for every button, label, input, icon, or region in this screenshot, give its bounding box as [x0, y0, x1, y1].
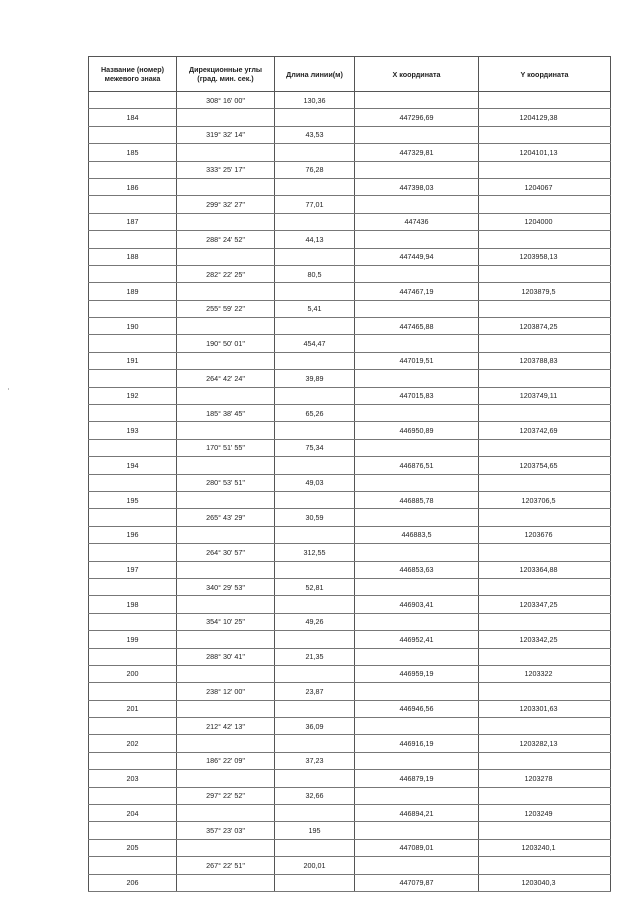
- cell-length: 49,03: [275, 474, 355, 491]
- cell-x: [355, 370, 479, 387]
- table-row: [89, 665, 611, 682]
- cell-name: 197: [89, 561, 177, 578]
- cell-name: 203: [89, 770, 177, 787]
- cell-name: [89, 787, 177, 804]
- header-y: Y координата: [479, 57, 611, 92]
- cell-y: 1203676: [479, 526, 611, 543]
- cell-length: 454,47: [275, 335, 355, 352]
- cell-angle: 297° 22' 52": [177, 787, 275, 804]
- cell-length: [275, 213, 355, 230]
- cell-length: 312,55: [275, 544, 355, 561]
- cell-y: [479, 231, 611, 248]
- table-row: [89, 370, 611, 387]
- cell-angle: [177, 387, 275, 404]
- table-row: [89, 92, 611, 109]
- cell-x: 447079,87: [355, 874, 479, 891]
- cell-x: 446903,41: [355, 596, 479, 613]
- cell-length: [275, 352, 355, 369]
- cell-y: [479, 613, 611, 630]
- table-row: [89, 405, 611, 422]
- cell-name: [89, 196, 177, 213]
- cell-x: [355, 161, 479, 178]
- cell-x: 446916,19: [355, 735, 479, 752]
- cell-length: [275, 109, 355, 126]
- table-body: [89, 92, 611, 892]
- cell-angle: 255° 59' 22": [177, 300, 275, 317]
- cell-length: 77,01: [275, 196, 355, 213]
- cell-y: [479, 787, 611, 804]
- cell-angle: [177, 178, 275, 195]
- cell-x: 446894,21: [355, 805, 479, 822]
- cell-name: [89, 335, 177, 352]
- cell-y: [479, 822, 611, 839]
- cell-name: 196: [89, 526, 177, 543]
- cell-x: 447019,51: [355, 352, 479, 369]
- cell-x: [355, 405, 479, 422]
- cell-y: [479, 752, 611, 769]
- cell-y: [479, 370, 611, 387]
- cell-angle: [177, 735, 275, 752]
- cell-name: [89, 265, 177, 282]
- cell-x: 446950,89: [355, 422, 479, 439]
- cell-x: [355, 231, 479, 248]
- cell-y: 1204000: [479, 213, 611, 230]
- cell-y: [479, 544, 611, 561]
- table-row: [89, 839, 611, 856]
- cell-x: [355, 265, 479, 282]
- cell-name: [89, 405, 177, 422]
- cell-x: [355, 683, 479, 700]
- cell-length: [275, 561, 355, 578]
- cell-name: 184: [89, 109, 177, 126]
- cell-y: [479, 578, 611, 595]
- cell-y: [479, 718, 611, 735]
- cell-angle: 190° 50' 01": [177, 335, 275, 352]
- cell-length: [275, 422, 355, 439]
- cell-length: 30,59: [275, 509, 355, 526]
- cell-length: 5,41: [275, 300, 355, 317]
- cell-x: 446876,51: [355, 457, 479, 474]
- table-row: [89, 144, 611, 161]
- cell-name: 204: [89, 805, 177, 822]
- cell-x: [355, 544, 479, 561]
- cell-x: 446946,56: [355, 700, 479, 717]
- table-row: [89, 196, 611, 213]
- table-row: [89, 283, 611, 300]
- cell-length: 43,53: [275, 126, 355, 143]
- cell-length: [275, 387, 355, 404]
- cell-x: [355, 787, 479, 804]
- cell-length: [275, 283, 355, 300]
- cell-length: [275, 665, 355, 682]
- cell-angle: [177, 805, 275, 822]
- cell-angle: [177, 213, 275, 230]
- cell-angle: 212° 42' 13": [177, 718, 275, 735]
- cell-y: [479, 857, 611, 874]
- cell-name: 193: [89, 422, 177, 439]
- cell-angle: [177, 665, 275, 682]
- cell-name: [89, 92, 177, 109]
- cell-length: [275, 457, 355, 474]
- cell-y: 1203754,65: [479, 457, 611, 474]
- cell-x: 447329,81: [355, 144, 479, 161]
- cell-name: [89, 857, 177, 874]
- cell-length: 36,09: [275, 718, 355, 735]
- cell-length: 65,26: [275, 405, 355, 422]
- table-row: [89, 770, 611, 787]
- cell-angle: 238° 12' 00": [177, 683, 275, 700]
- cell-x: 447449,94: [355, 248, 479, 265]
- cell-name: 190: [89, 318, 177, 335]
- cell-name: 191: [89, 352, 177, 369]
- cell-name: 188: [89, 248, 177, 265]
- cell-y: [479, 300, 611, 317]
- cell-length: 52,81: [275, 578, 355, 595]
- cell-y: [479, 92, 611, 109]
- cell-x: [355, 474, 479, 491]
- cell-angle: 354° 10' 25": [177, 613, 275, 630]
- cell-angle: [177, 457, 275, 474]
- cell-length: [275, 700, 355, 717]
- cell-x: [355, 578, 479, 595]
- cell-name: 187: [89, 213, 177, 230]
- cell-angle: [177, 422, 275, 439]
- cell-name: 202: [89, 735, 177, 752]
- cell-x: [355, 335, 479, 352]
- cell-y: 1204067: [479, 178, 611, 195]
- table-row: [89, 752, 611, 769]
- cell-x: 447467,19: [355, 283, 479, 300]
- cell-angle: 185° 38' 45": [177, 405, 275, 422]
- cell-angle: 265° 43' 29": [177, 509, 275, 526]
- table-row: [89, 126, 611, 143]
- table-row: [89, 718, 611, 735]
- cell-angle: 264° 42' 24": [177, 370, 275, 387]
- cell-y: [479, 335, 611, 352]
- cell-angle: [177, 839, 275, 856]
- cell-angle: 308° 16' 00": [177, 92, 275, 109]
- cell-x: 447436: [355, 213, 479, 230]
- cell-name: 194: [89, 457, 177, 474]
- table-row: [89, 561, 611, 578]
- cell-angle: 288° 30' 41": [177, 648, 275, 665]
- cell-length: [275, 631, 355, 648]
- header-name: Название (номер) межевого знака: [89, 57, 177, 92]
- table-row: [89, 735, 611, 752]
- cell-name: 192: [89, 387, 177, 404]
- table-row: [89, 509, 611, 526]
- header-length: Длина линии(м): [275, 57, 355, 92]
- table-row: [89, 613, 611, 630]
- cell-length: [275, 318, 355, 335]
- cell-y: 1203364,88: [479, 561, 611, 578]
- cell-length: [275, 770, 355, 787]
- cell-x: 447465,88: [355, 318, 479, 335]
- cell-angle: [177, 596, 275, 613]
- cell-y: [479, 161, 611, 178]
- scan-mark: [8, 388, 9, 390]
- cell-x: [355, 126, 479, 143]
- cell-y: 1203958,13: [479, 248, 611, 265]
- cell-x: 446879,19: [355, 770, 479, 787]
- cell-angle: 340° 29' 53": [177, 578, 275, 595]
- cell-name: 198: [89, 596, 177, 613]
- cell-angle: [177, 144, 275, 161]
- cell-angle: [177, 770, 275, 787]
- table-row: [89, 578, 611, 595]
- cell-length: [275, 805, 355, 822]
- cell-name: [89, 578, 177, 595]
- table-row: [89, 631, 611, 648]
- cell-y: 1203879,5: [479, 283, 611, 300]
- cell-length: [275, 178, 355, 195]
- cell-y: [479, 126, 611, 143]
- cell-angle: 357° 23' 03": [177, 822, 275, 839]
- cell-x: 447398,03: [355, 178, 479, 195]
- cell-y: 1203788,83: [479, 352, 611, 369]
- cell-x: [355, 648, 479, 665]
- cell-length: 44,13: [275, 231, 355, 248]
- cell-y: [479, 683, 611, 700]
- cell-y: 1203040,3: [479, 874, 611, 891]
- cell-y: [479, 648, 611, 665]
- cell-name: 199: [89, 631, 177, 648]
- cell-angle: 280° 53' 51": [177, 474, 275, 491]
- cell-length: [275, 526, 355, 543]
- table-row: [89, 491, 611, 508]
- cell-x: [355, 300, 479, 317]
- table-row: [89, 648, 611, 665]
- cell-angle: [177, 874, 275, 891]
- cell-name: 189: [89, 283, 177, 300]
- cell-y: 1204129,38: [479, 109, 611, 126]
- cell-y: 1203874,25: [479, 318, 611, 335]
- cell-name: 195: [89, 491, 177, 508]
- cell-length: [275, 144, 355, 161]
- cell-name: [89, 718, 177, 735]
- table-row: [89, 231, 611, 248]
- cell-angle: 186° 22' 09": [177, 752, 275, 769]
- cell-length: [275, 491, 355, 508]
- table-row: [89, 683, 611, 700]
- cell-x: 446959,19: [355, 665, 479, 682]
- table-row: [89, 526, 611, 543]
- cell-angle: 264° 30' 57": [177, 544, 275, 561]
- cell-length: 32,66: [275, 787, 355, 804]
- cell-y: 1203342,25: [479, 631, 611, 648]
- cell-length: [275, 874, 355, 891]
- table-row: [89, 161, 611, 178]
- header-angles: Дирекционные углы (град. мин. сек.): [177, 57, 275, 92]
- cell-name: 185: [89, 144, 177, 161]
- cell-angle: 319° 32' 14": [177, 126, 275, 143]
- table-row: [89, 544, 611, 561]
- cell-x: 447296,69: [355, 109, 479, 126]
- cell-x: [355, 718, 479, 735]
- cell-name: [89, 752, 177, 769]
- table-row: [89, 265, 611, 282]
- cell-x: [355, 196, 479, 213]
- cell-name: 201: [89, 700, 177, 717]
- cell-name: 206: [89, 874, 177, 891]
- cell-y: [479, 265, 611, 282]
- table-row: [89, 248, 611, 265]
- cell-length: [275, 248, 355, 265]
- cell-y: 1203742,69: [479, 422, 611, 439]
- cell-name: [89, 370, 177, 387]
- cell-name: [89, 509, 177, 526]
- cell-y: [479, 196, 611, 213]
- cell-y: [479, 439, 611, 456]
- cell-angle: [177, 491, 275, 508]
- cell-y: 1203278: [479, 770, 611, 787]
- table-row: [89, 439, 611, 456]
- cell-y: 1203322: [479, 665, 611, 682]
- cell-y: 1203706,5: [479, 491, 611, 508]
- cell-x: 446952,41: [355, 631, 479, 648]
- cell-length: 23,87: [275, 683, 355, 700]
- cell-y: 1203749,11: [479, 387, 611, 404]
- cell-name: [89, 300, 177, 317]
- cell-length: 76,28: [275, 161, 355, 178]
- table-header: [89, 57, 611, 92]
- cell-name: [89, 474, 177, 491]
- cell-angle: 170° 51' 55": [177, 439, 275, 456]
- header-row: [89, 57, 611, 92]
- cell-name: [89, 126, 177, 143]
- cell-angle: [177, 561, 275, 578]
- cell-x: 446883,5: [355, 526, 479, 543]
- cell-name: 200: [89, 665, 177, 682]
- cell-length: 130,36: [275, 92, 355, 109]
- cell-y: [479, 474, 611, 491]
- cell-name: 186: [89, 178, 177, 195]
- cell-length: [275, 839, 355, 856]
- table-row: [89, 318, 611, 335]
- table-row: [89, 822, 611, 839]
- cell-angle: [177, 109, 275, 126]
- cell-x: [355, 439, 479, 456]
- cell-y: 1203249: [479, 805, 611, 822]
- cell-x: [355, 92, 479, 109]
- cell-length: [275, 735, 355, 752]
- cell-angle: 299° 32' 27": [177, 196, 275, 213]
- cell-y: [479, 405, 611, 422]
- cell-angle: [177, 318, 275, 335]
- cell-y: [479, 509, 611, 526]
- cell-y: 1204101,13: [479, 144, 611, 161]
- cell-y: 1203301,63: [479, 700, 611, 717]
- cell-name: [89, 231, 177, 248]
- table-row: [89, 335, 611, 352]
- cell-y: 1203240,1: [479, 839, 611, 856]
- cell-length: [275, 596, 355, 613]
- coordinates-table: [88, 56, 611, 892]
- table-row: [89, 300, 611, 317]
- cell-name: [89, 822, 177, 839]
- cell-x: 446853,63: [355, 561, 479, 578]
- cell-length: 75,34: [275, 439, 355, 456]
- cell-length: 21,35: [275, 648, 355, 665]
- cell-angle: [177, 631, 275, 648]
- table-row: [89, 700, 611, 717]
- cell-angle: [177, 352, 275, 369]
- cell-x: 447089,01: [355, 839, 479, 856]
- table-row: [89, 387, 611, 404]
- table-row: [89, 213, 611, 230]
- table-row: [89, 457, 611, 474]
- cell-name: [89, 161, 177, 178]
- cell-angle: [177, 700, 275, 717]
- cell-angle: [177, 248, 275, 265]
- cell-length: 49,26: [275, 613, 355, 630]
- table-row: [89, 109, 611, 126]
- cell-x: [355, 822, 479, 839]
- cell-x: 447015,83: [355, 387, 479, 404]
- cell-length: 80,5: [275, 265, 355, 282]
- cell-x: [355, 752, 479, 769]
- table-row: [89, 805, 611, 822]
- header-x: X координата: [355, 57, 479, 92]
- cell-name: [89, 439, 177, 456]
- cell-name: [89, 544, 177, 561]
- table-row: [89, 857, 611, 874]
- cell-length: 200,01: [275, 857, 355, 874]
- cell-x: [355, 613, 479, 630]
- cell-angle: 282° 22' 25": [177, 265, 275, 282]
- cell-name: [89, 683, 177, 700]
- table-row: [89, 787, 611, 804]
- table-row: [89, 178, 611, 195]
- table-row: [89, 352, 611, 369]
- table-row: [89, 874, 611, 891]
- cell-angle: 267° 22' 51": [177, 857, 275, 874]
- cell-x: 446885,78: [355, 491, 479, 508]
- cell-y: 1203347,25: [479, 596, 611, 613]
- table-row: [89, 474, 611, 491]
- cell-y: 1203282,13: [479, 735, 611, 752]
- cell-name: [89, 613, 177, 630]
- cell-length: 195: [275, 822, 355, 839]
- cell-length: 37,23: [275, 752, 355, 769]
- cell-name: [89, 648, 177, 665]
- cell-name: 205: [89, 839, 177, 856]
- cell-length: 39,89: [275, 370, 355, 387]
- cell-x: [355, 857, 479, 874]
- cell-angle: 288° 24' 52": [177, 231, 275, 248]
- cell-angle: [177, 283, 275, 300]
- cell-x: [355, 509, 479, 526]
- cell-angle: 333° 25' 17": [177, 161, 275, 178]
- cell-angle: [177, 526, 275, 543]
- table-row: [89, 422, 611, 439]
- table-row: [89, 596, 611, 613]
